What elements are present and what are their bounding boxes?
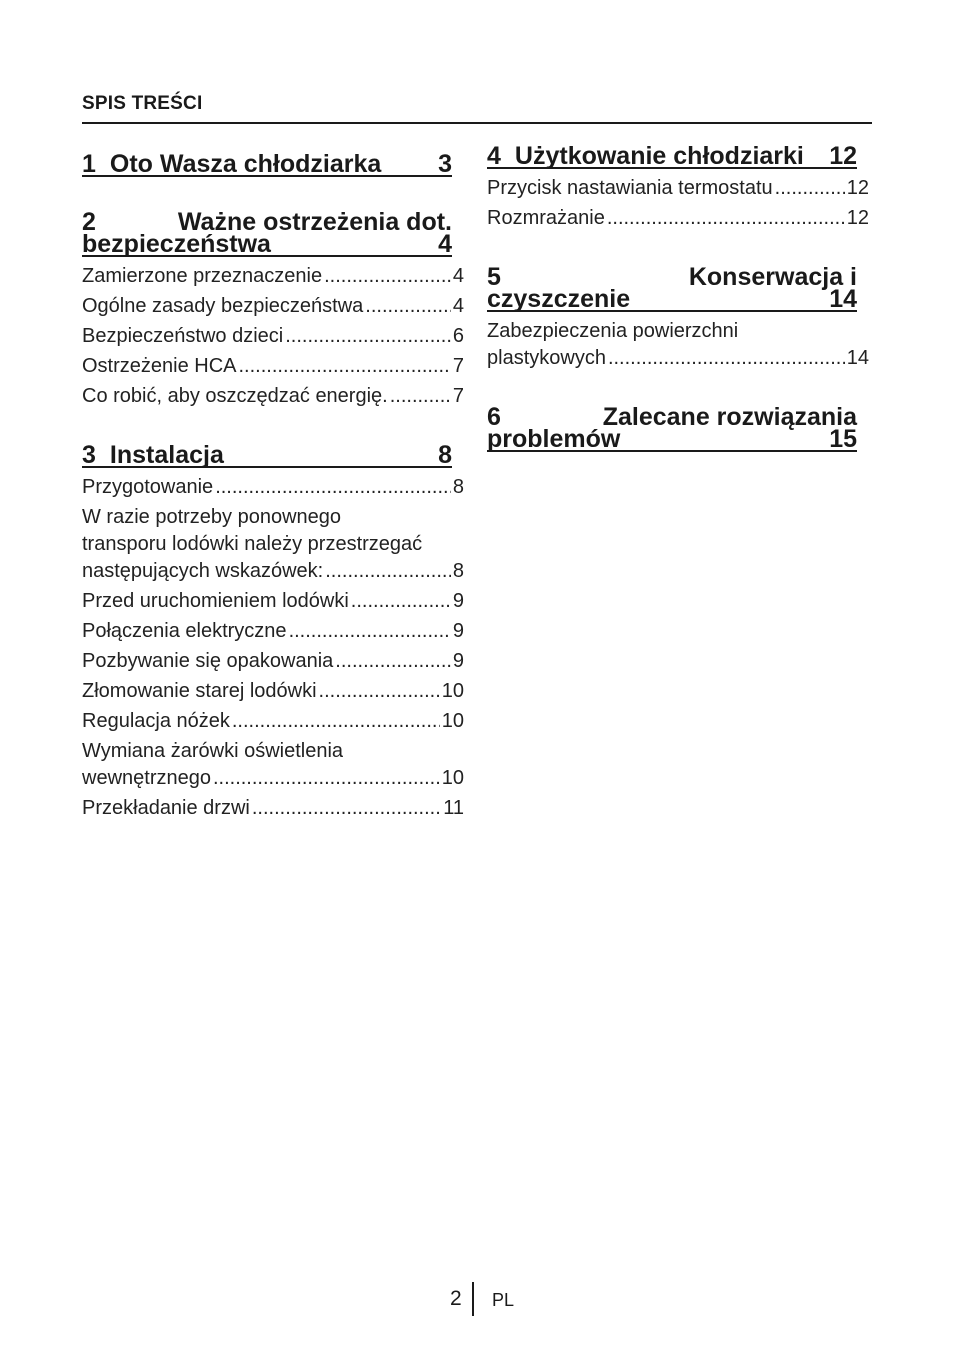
section-title: Zalecane rozwiązania: [602, 403, 857, 431]
entry-text: Złomowanie starej lodówki: [82, 680, 317, 702]
toc-section: [82, 203, 464, 410]
entry-text: Co robić, aby oszczędzać energię.: [82, 385, 388, 407]
toc-entry[interactable]: [487, 205, 869, 232]
entry-text: Ostrzeżenie HCA: [82, 355, 237, 377]
dot-leader: [289, 618, 451, 645]
entry-page-number: 7: [452, 385, 464, 407]
entry-text: transporu lodówki należy przestrzegać: [82, 533, 423, 555]
entry-page-number: 14: [846, 347, 869, 369]
toc-section: [487, 258, 869, 372]
toc-section: [487, 398, 869, 452]
section-page-number: 4: [438, 230, 452, 258]
entry-list: [82, 474, 464, 822]
section-heading[interactable]: [487, 398, 857, 452]
header-divider: [82, 122, 872, 124]
toc-entry[interactable]: [82, 648, 464, 675]
entry-page-number: 10: [441, 710, 464, 732]
section-page-number: 14: [829, 285, 857, 313]
toc-entry[interactable]: [82, 588, 464, 615]
section-heading[interactable]: [82, 203, 452, 257]
footer-divider: [472, 1282, 474, 1316]
section-number: 5: [487, 263, 501, 291]
section-title: Konserwacja i: [688, 263, 857, 291]
section-heading[interactable]: [82, 436, 452, 468]
section-heading[interactable]: [487, 137, 857, 169]
entry-page-number: 7: [452, 355, 464, 377]
dot-leader: [319, 678, 440, 705]
section-title: Oto Wasza chłodziarka: [109, 150, 382, 178]
entry-line: [82, 263, 464, 290]
entry-line: [82, 618, 464, 645]
toc-entry[interactable]: [82, 383, 464, 410]
entry-text: Zamierzone przeznaczenie: [82, 265, 323, 287]
section-title: problemów: [487, 425, 621, 453]
entry-line: [82, 765, 464, 792]
entry-line: [487, 345, 869, 372]
entry-list: [82, 263, 464, 410]
section-heading-line: [487, 425, 857, 453]
section-heading-line: [487, 142, 857, 170]
toc-section: [82, 145, 464, 177]
toc-entry[interactable]: [82, 738, 464, 792]
section-heading[interactable]: [82, 145, 452, 177]
dot-leader: [232, 708, 440, 735]
dot-leader: [324, 263, 451, 290]
language-code: PL: [492, 1290, 515, 1310]
dot-leader: [607, 205, 845, 232]
toc-entry[interactable]: [82, 293, 464, 320]
page-number: 2: [450, 1287, 462, 1310]
toc-entry[interactable]: [82, 795, 464, 822]
entry-page-number: 11: [443, 797, 464, 819]
dot-leader: [351, 588, 451, 615]
entry-page-number: 8: [452, 560, 464, 582]
toc-entry[interactable]: [82, 708, 464, 735]
entry-text: W razie potrzeby ponownego: [82, 506, 342, 528]
entry-text: Zabezpieczenia powierzchni: [487, 320, 739, 342]
entry-line: [82, 708, 464, 735]
section-number: 6: [487, 403, 501, 431]
section-title: Instalacja: [109, 441, 224, 469]
entry-line: [82, 353, 464, 380]
entry-page-number: 10: [441, 680, 464, 702]
entry-list: [487, 318, 869, 372]
entry-list: [487, 175, 869, 232]
section-page-number: 12: [829, 142, 857, 170]
toc-entry[interactable]: [82, 678, 464, 705]
toc-left-column: [82, 145, 464, 848]
entry-text: Rozmrażanie: [487, 207, 605, 229]
dot-leader: [335, 648, 451, 675]
dot-leader: [285, 323, 451, 350]
dot-leader: [325, 558, 451, 585]
dot-leader: [215, 474, 451, 501]
entry-line: [82, 795, 464, 822]
section-number: 2: [82, 208, 96, 236]
dot-leader: [775, 175, 845, 202]
toc-entry[interactable]: [82, 263, 464, 290]
entry-text: Przycisk nastawiania termostatu: [487, 177, 773, 199]
toc-entry[interactable]: [82, 504, 464, 585]
entry-line: [82, 293, 464, 320]
toc-section: [487, 137, 869, 232]
toc-entry[interactable]: [82, 618, 464, 645]
section-heading-line: [82, 441, 452, 469]
section-number: 3: [82, 441, 96, 469]
entry-text: Przed uruchomieniem lodówki: [82, 590, 349, 612]
section-title: Użytkowanie chłodziarki: [514, 142, 804, 170]
dot-leader: [365, 293, 451, 320]
entry-page-number: 8: [452, 476, 464, 498]
entry-line: [82, 383, 464, 410]
entry-page-number: 4: [452, 295, 464, 317]
entry-text: Wymiana żarówki oświetlenia: [82, 740, 344, 762]
page-title: SPIS TREŚCI: [82, 93, 203, 114]
entry-text: Ogólne zasady bezpieczeństwa: [82, 295, 364, 317]
dot-leader: [390, 383, 451, 410]
dot-leader: [608, 345, 845, 372]
entry-text: Przygotowanie: [82, 476, 214, 498]
entry-line: [82, 474, 464, 501]
entry-line: [82, 558, 464, 585]
entry-text: plastykowych: [487, 347, 606, 369]
entry-page-number: 6: [452, 325, 464, 347]
toc-entry[interactable]: [487, 318, 869, 372]
dot-leader: [213, 765, 440, 792]
section-page-number: 3: [438, 150, 452, 178]
section-number: 4: [487, 142, 501, 170]
section-page-number: 15: [829, 425, 857, 453]
section-heading-line: [487, 285, 857, 313]
entry-page-number: 12: [846, 207, 869, 229]
toc-entry[interactable]: [82, 323, 464, 350]
toc-entry[interactable]: [487, 175, 869, 202]
entry-page-number: 10: [441, 767, 464, 789]
toc-entry[interactable]: [82, 353, 464, 380]
entry-page-number: 9: [452, 650, 464, 672]
entry-line: [82, 648, 464, 675]
entry-line: [82, 323, 464, 350]
entry-line: [82, 588, 464, 615]
entry-text: następujących wskazówek:: [82, 560, 324, 582]
entry-text: Przekładanie drzwi: [82, 797, 250, 819]
entry-text: wewnętrznego: [82, 767, 211, 789]
section-heading-line: [82, 230, 452, 258]
entry-page-number: 9: [452, 590, 464, 612]
toc-right-column: [487, 142, 869, 478]
entry-line: [82, 678, 464, 705]
dot-leader: [252, 795, 441, 822]
entry-text: Połączenia elektryczne: [82, 620, 287, 642]
entry-line: [487, 205, 869, 232]
entry-page-number: 4: [452, 265, 464, 287]
section-title: czyszczenie: [487, 285, 631, 313]
section-number: 1: [82, 150, 96, 178]
entry-text: Regulacja nóżek: [82, 710, 230, 732]
section-heading[interactable]: [487, 258, 857, 312]
entry-line: [487, 175, 869, 202]
section-heading-line: [82, 150, 452, 178]
entry-page-number: 12: [846, 177, 869, 199]
entry-text: Bezpieczeństwo dzieci: [82, 325, 284, 347]
toc-entry[interactable]: [82, 474, 464, 501]
section-title: Ważne ostrzeżenia dot.: [177, 208, 452, 236]
section-page-number: 8: [438, 441, 452, 469]
entry-text: Pozbywanie się opakowania: [82, 650, 334, 672]
dot-leader: [239, 353, 451, 380]
entry-page-number: 9: [452, 620, 464, 642]
section-title: bezpieczeństwa: [82, 230, 271, 258]
toc-section: [82, 436, 464, 822]
